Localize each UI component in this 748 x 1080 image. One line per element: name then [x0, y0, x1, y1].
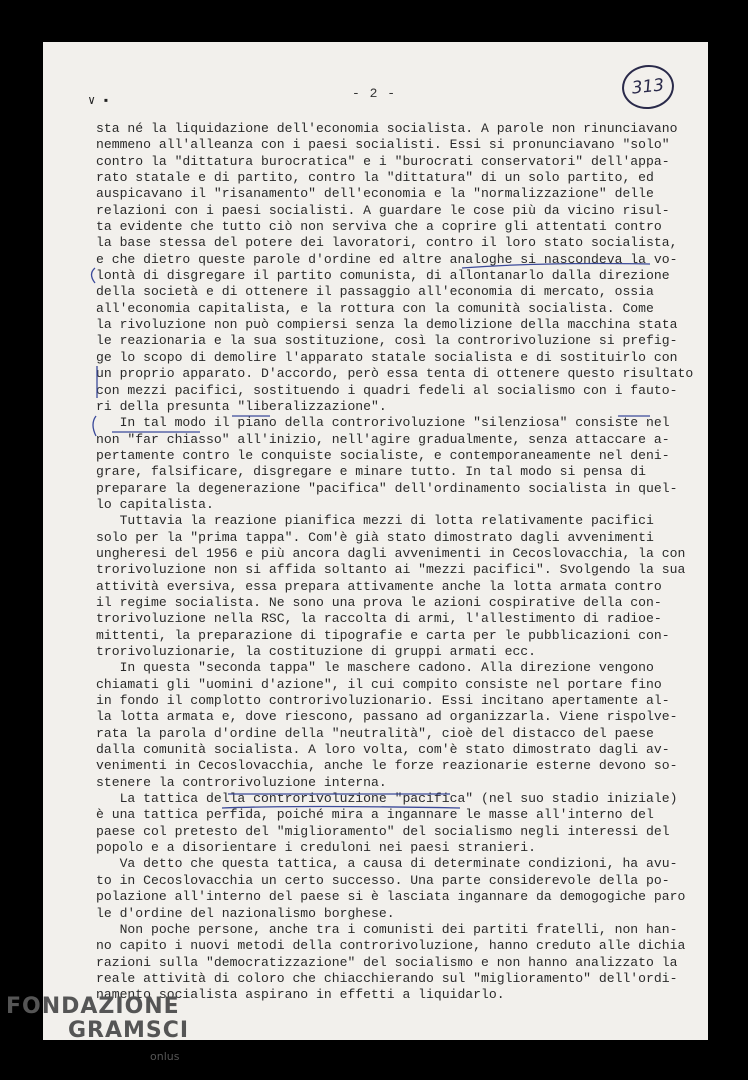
text-line: Va detto che questa tattica, a causa di determinate condizioni, ha avu-	[96, 856, 678, 872]
watermark-sub: onlus	[150, 1050, 180, 1063]
text-line: non "far chiasso" all'inizio, nell'agire gradualmente, senza attaccare a-	[96, 431, 670, 447]
text-line: rato statale e di partito, contro la "dittatura" di un solo partito, ed	[96, 170, 654, 186]
text-line: un proprio apparato. D'accordo, però essa tenta di ottenere questo risultato	[96, 366, 694, 382]
text-line: lontà di disgregare il partito comunista, di allontanarlo dalla direzione	[96, 268, 670, 284]
text-line: attività eversiva, essa prepara attivamente anche la lotta armata contro	[96, 578, 662, 594]
text-line: Non poche persone, anche tra i comunisti dei partiti fratelli, non han-	[96, 921, 678, 937]
text-line: dalla comunità socialista. A loro volta, com'è stato dimostrato dagli av-	[96, 742, 670, 758]
text-line: rata la parola d'ordine della "neutralità", cioè del distacco del paese	[96, 725, 654, 741]
text-line: ri della presunta "liberalizzazione".	[96, 398, 387, 414]
text-line: le reazionaria e la sua sostituzione, così la controrivoluzione si prefig-	[96, 333, 678, 349]
body-text	[96, 121, 706, 1004]
text-line: pertamente contro le conquiste socialiste, e contemporaneamente nel deni-	[96, 447, 670, 463]
text-line: in fondo il complotto controrivoluzionario. Essi incitano apertamente al-	[96, 693, 670, 709]
text-line: ge lo scopo di demolire l'apparato statale socialista e di sostituirlo con	[96, 349, 678, 365]
text-line: ta evidente che tutto ciò non serviva che a coprire gli attentati contro	[96, 219, 662, 235]
text-line: mittenti, la preparazione di tipografie e carta per le pubblicazioni con-	[96, 627, 670, 643]
text-line: solo per la "prima tappa". Com'è già stato dimostrato dagli avvenimenti	[96, 529, 654, 545]
text-line: venimenti in Cecoslovacchia, anche le forze reazionarie esterne devono so-	[96, 758, 678, 774]
text-line: stenere la controrivoluzione interna.	[96, 774, 387, 790]
text-line: e che dietro queste parole d'ordine ed altre analoghe si nascondeva la vo-	[96, 251, 678, 267]
text-line: nemmeno all'alleanza con i paesi socialisti. Essi si pronunciavano "solo"	[96, 137, 670, 153]
watermark-line-2: GRAMSCI	[68, 1018, 190, 1043]
text-line: all'economia capitalista, e la rottura con la comunità socialista. Come	[96, 300, 654, 316]
text-line: paese col pretesto del "miglioramento" del socialismo negli interessi del	[96, 823, 670, 839]
text-line: Tuttavia la reazione pianifica mezzi di lotta relativamente pacifici	[96, 513, 654, 529]
text-line: il regime socialista. Ne sono una prova le azioni cospirative della con-	[96, 594, 662, 610]
text-line: trorivoluzione non si affida soltanto ai "mezzi pacifici". Svolgendo la sua	[96, 562, 686, 578]
text-line: ungheresi del 1956 e più ancora dagli avvenimenti in Cecoslovacchia, la con	[96, 545, 686, 561]
text-line: trorivoluzione nella RSC, la raccolta di armi, l'allestimento di radioe-	[96, 611, 662, 627]
text-line: preparare la degenerazione "pacifica" dell'ordinamento socialista in quel-	[96, 480, 678, 496]
watermark-line-1: FONDAZIONE	[6, 994, 180, 1019]
text-line: In questa "seconda tappa" le maschere cadono. Alla direzione vengono	[96, 660, 654, 676]
text-line: contro la "dittatura burocratica" e i "burocrati conservatori" dell'appa-	[96, 153, 670, 169]
text-line: trorivoluzionarie, la costituzione di gruppi armati ecc.	[96, 644, 537, 659]
text-line: reale attività di coloro che chiacchierando sul "miglioramento" dell'ordi-	[96, 970, 678, 986]
text-line: con mezzi pacifici, sostituendo i quadri fedeli al socialismo con i fauto-	[96, 382, 678, 398]
text-line: namento socialista aspirano in effetti a liquidarlo.	[96, 987, 505, 1003]
page-number: - 2 -	[352, 86, 397, 101]
text-line: la rivoluzione non può compiersi senza la demolizione della macchina stata	[96, 317, 678, 333]
text-line: grare, falsificare, disgregare e minare tutto. In tal modo si pensa di	[96, 464, 647, 480]
text-line: chiamati gli "uomini d'azione", il cui compito consiste nel portare fino	[96, 676, 662, 692]
text-line: no capito i nuovi metodi della controrivoluzione, hanno creduto alle dichia	[96, 938, 686, 954]
text-line: sta né la liquidazione dell'economia socialista. A parole non rinunciavano	[96, 121, 678, 136]
text-line: le d'ordine del nazionalismo borghese.	[96, 905, 395, 921]
text-line: la lotta armata e, dove riescono, passano ad organizzarla. Viene rispolve-	[96, 709, 678, 725]
archive-number-stamp: 313	[620, 62, 676, 111]
text-line: popolo e a disorientare i creduloni nei paesi stranieri.	[96, 840, 537, 856]
text-line: la base stessa del potere dei lavoratori, contro il loro stato socialista,	[96, 235, 678, 251]
text-line: razioni sulla "democratizzazione" del socialismo e non hanno analizzato la	[96, 954, 678, 970]
margin-marks: ∨ ▪	[88, 94, 110, 108]
text-line: In tal modo il piano della controrivoluzione "silenziosa" consiste nel	[96, 415, 670, 431]
text-line: lo capitalista.	[96, 496, 214, 512]
text-line: auspicavano il "risanamento" dell'economia e la "normalizzazione" delle	[96, 186, 654, 202]
text-line: polazione all'interno del paese si è lasciata ingannare da demogogiche paro	[96, 889, 686, 905]
text-line: La tattica della controrivoluzione "pacifica" (nel suo stadio iniziale)	[96, 791, 678, 807]
text-line: è una tattica perfida, poiché mira a ingannare le masse all'interno del	[96, 807, 654, 823]
text-line: to in Cecoslovacchia un certo successo. Una parte considerevole della po-	[96, 872, 670, 888]
text-line: della società e di ottenere il passaggio all'economia di mercato, ossia	[96, 284, 654, 300]
watermark-logo	[6, 995, 189, 1043]
text-line: relazioni con i paesi socialisti. A guardare le cose più da vicino risul-	[96, 202, 670, 218]
